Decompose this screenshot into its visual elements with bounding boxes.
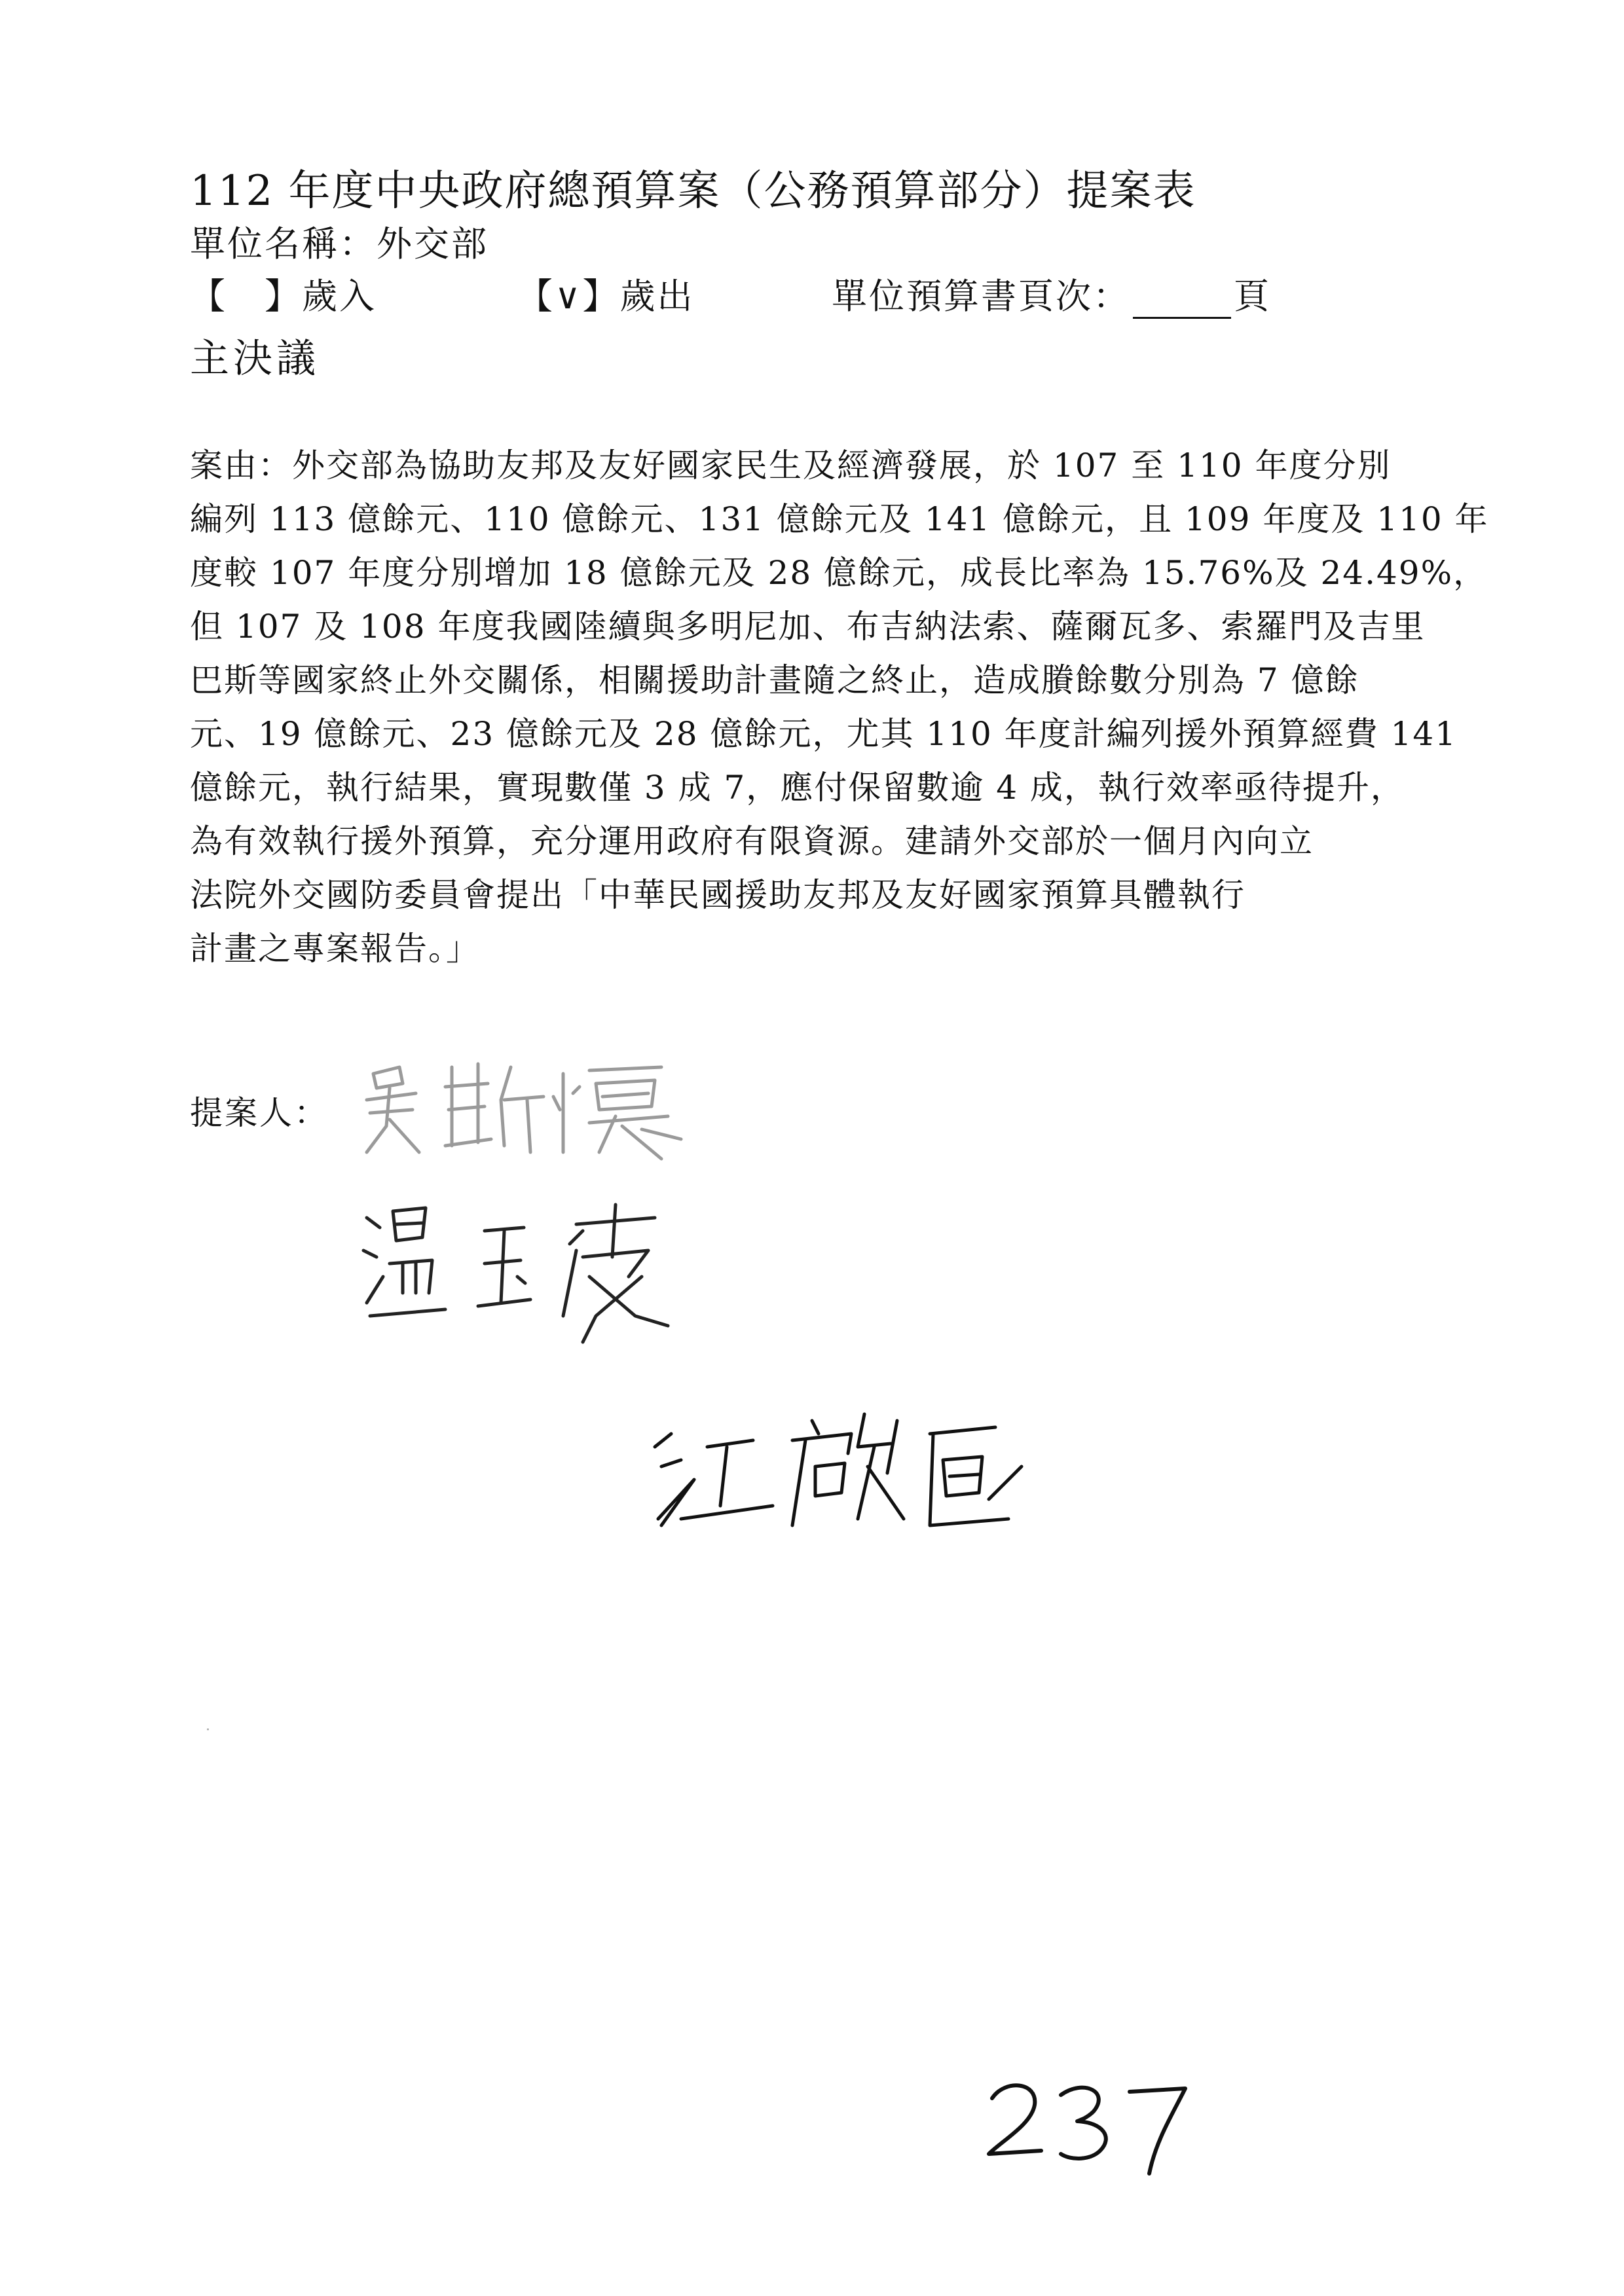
body-line: 編列 113 億餘元、110 億餘元、131 億餘元及 141 億餘元，且 109 年度及 110 年 [190,500,1489,538]
body-line: 法院外交國防委員會提出「中華民國援助友邦及友好國家預算具體執行 [190,876,1246,914]
signature-3 [642,1394,1035,1565]
proposer-label: 提案人： [190,1094,329,1132]
body-line: 但 107 及 108 年度我國陸續與多明尼加、布吉納法索、薩爾瓦多、索羅門及吉里 [190,608,1426,646]
page-number-blank [1133,283,1231,319]
page-reference [832,268,1271,319]
page-reference-suffix: 頁 [1234,276,1271,317]
handwritten-page-number [976,2069,1198,2180]
main-decision-heading: 主決議 [190,336,320,382]
page-reference-label: 單位預算書頁次： [832,276,1130,317]
expenditure-option: 【∨】歲出 [517,276,695,317]
form-title: 112 年度中央政府總預算案（公務預算部分）提案表 [190,167,1196,215]
signature-2 [354,1185,694,1355]
body-line: 案由：外交部為協助友邦及友好國家民生及經濟發展，於 107 至 110 年度分別 [190,446,1392,484]
unit-name: 單位名稱：外交部 [190,223,489,264]
body-line: 為有效執行援外預算，充分運用政府有限資源。建請外交部於一個月內向立 [190,822,1314,860]
handwritten-page-number-text [0,0,1,1]
body-line: 億餘元，執行結果，實現數僅 3 成 7，應付保留數逾 4 成，執行效率亟待提升， [190,769,1405,807]
body-line: 巴斯等國家終止外交關係，相關援助計畫隨之終止，造成賸餘數分別為 7 億餘 [190,661,1359,699]
body-line: 元、19 億餘元、23 億餘元及 28 億餘元，尤其 110 年度計編列援外預算經費 141 [190,715,1457,753]
scan-speck [207,1728,209,1730]
signature-1 [354,1048,694,1165]
case-description [190,439,1489,975]
body-line: 計畫之專案報告。」 [190,930,480,968]
body-line: 度較 107 年度分別增加 18 億餘元及 28 億餘元，成長比率為 15.76%及 24.49%， [190,554,1488,592]
revenue-option: 【 】歲入 [190,276,377,317]
